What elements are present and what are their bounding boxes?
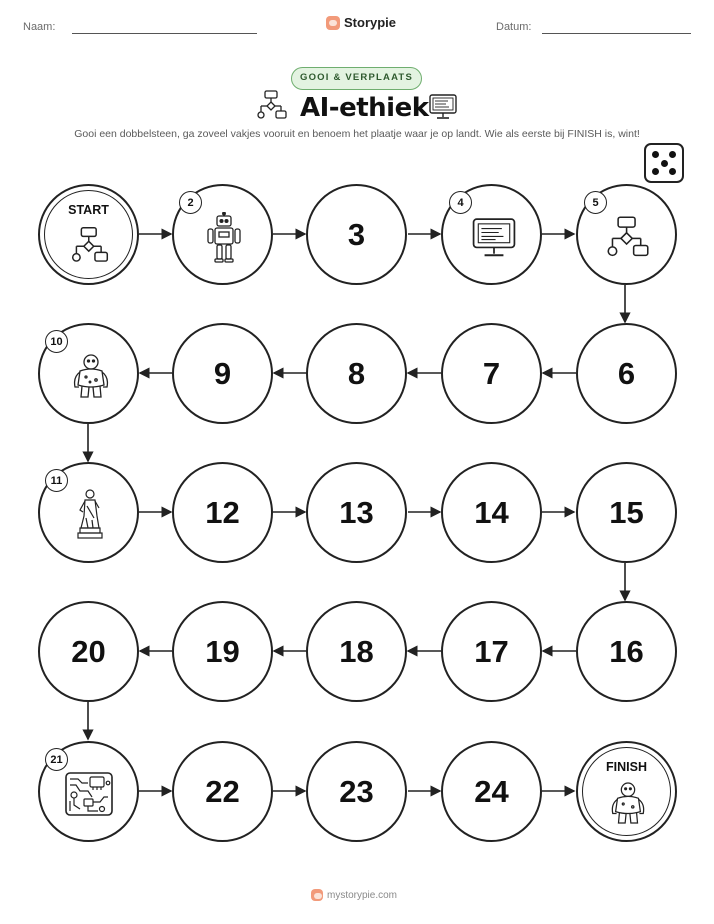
board-space-23 [306, 741, 407, 842]
computer-monitor-icon [469, 216, 519, 260]
flowchart-icon [69, 224, 111, 266]
space-number-badge: 5 [584, 191, 607, 214]
space-number: 20 [71, 633, 106, 669]
flowchart-icon [255, 89, 289, 121]
name-label: Naam: [23, 21, 56, 33]
board-space-16 [576, 601, 677, 702]
space-number: 3 [347, 216, 366, 252]
board-space-12 [172, 462, 273, 563]
space-number: 7 [482, 355, 501, 391]
space-number: 6 [617, 355, 636, 391]
space-number: 8 [347, 355, 366, 391]
space-number: 17 [474, 633, 509, 669]
board-space-13 [306, 462, 407, 563]
space-number: 24 [474, 773, 509, 809]
robot-icon [204, 212, 244, 264]
finish-label: FINISH [606, 760, 647, 774]
golem-icon [70, 353, 112, 401]
board-space-8 [306, 323, 407, 424]
brand-name: Storypie [344, 15, 397, 30]
activity-badge: GOOI & VERPLAATS [291, 67, 422, 90]
date-label: Datum: [496, 21, 532, 33]
space-number: 9 [213, 355, 232, 391]
board-space-18 [306, 601, 407, 702]
footer-url[interactable]: mystorypie.com [327, 889, 398, 901]
board-space-22 [172, 741, 273, 842]
brand-logo [326, 15, 396, 30]
board-space-15 [576, 462, 677, 563]
space-number: 18 [339, 633, 374, 669]
board-space-19 [172, 601, 273, 702]
board-space-start [38, 184, 139, 285]
instructions-text: Gooi een dobbelsteen, ga zoveel vakjes vooruit en benoem het plaatje waar je op landt. Wie als eerste bij FINISH is, wint! [74, 128, 640, 140]
golem-icon [608, 781, 648, 827]
storypie-logo-icon [326, 16, 340, 30]
space-number: 23 [339, 773, 374, 809]
space-number-badge: 2 [179, 191, 202, 214]
name-field-line[interactable] [72, 33, 257, 34]
board-space-7 [441, 323, 542, 424]
start-label: START [68, 203, 109, 217]
page-title: AI-ethiek [300, 93, 429, 123]
board-space-14 [441, 462, 542, 563]
space-number-badge: 10 [45, 330, 68, 353]
board-space-17 [441, 601, 542, 702]
board-space-finish [576, 741, 677, 842]
board-space-6 [576, 323, 677, 424]
board-space-3 [306, 184, 407, 285]
space-number-badge: 21 [45, 748, 68, 771]
space-number: 14 [474, 494, 509, 530]
space-number: 15 [609, 494, 644, 530]
statue-icon [75, 488, 105, 544]
space-number: 19 [205, 633, 240, 669]
circuit-board-icon [64, 771, 114, 817]
date-field-line[interactable] [542, 33, 691, 34]
dice-icon [644, 143, 684, 183]
computer-monitor-icon [428, 93, 458, 121]
space-number: 22 [205, 773, 240, 809]
space-number: 13 [339, 494, 374, 530]
board-space-9 [172, 323, 273, 424]
footer [311, 889, 397, 901]
space-number-badge: 4 [449, 191, 472, 214]
space-number: 16 [609, 633, 644, 669]
storypie-logo-icon [311, 889, 323, 901]
board-space-24 [441, 741, 542, 842]
space-number: 12 [205, 494, 240, 530]
space-number-badge: 11 [45, 469, 68, 492]
board-space-20 [38, 601, 139, 702]
flowchart-icon [604, 214, 652, 260]
